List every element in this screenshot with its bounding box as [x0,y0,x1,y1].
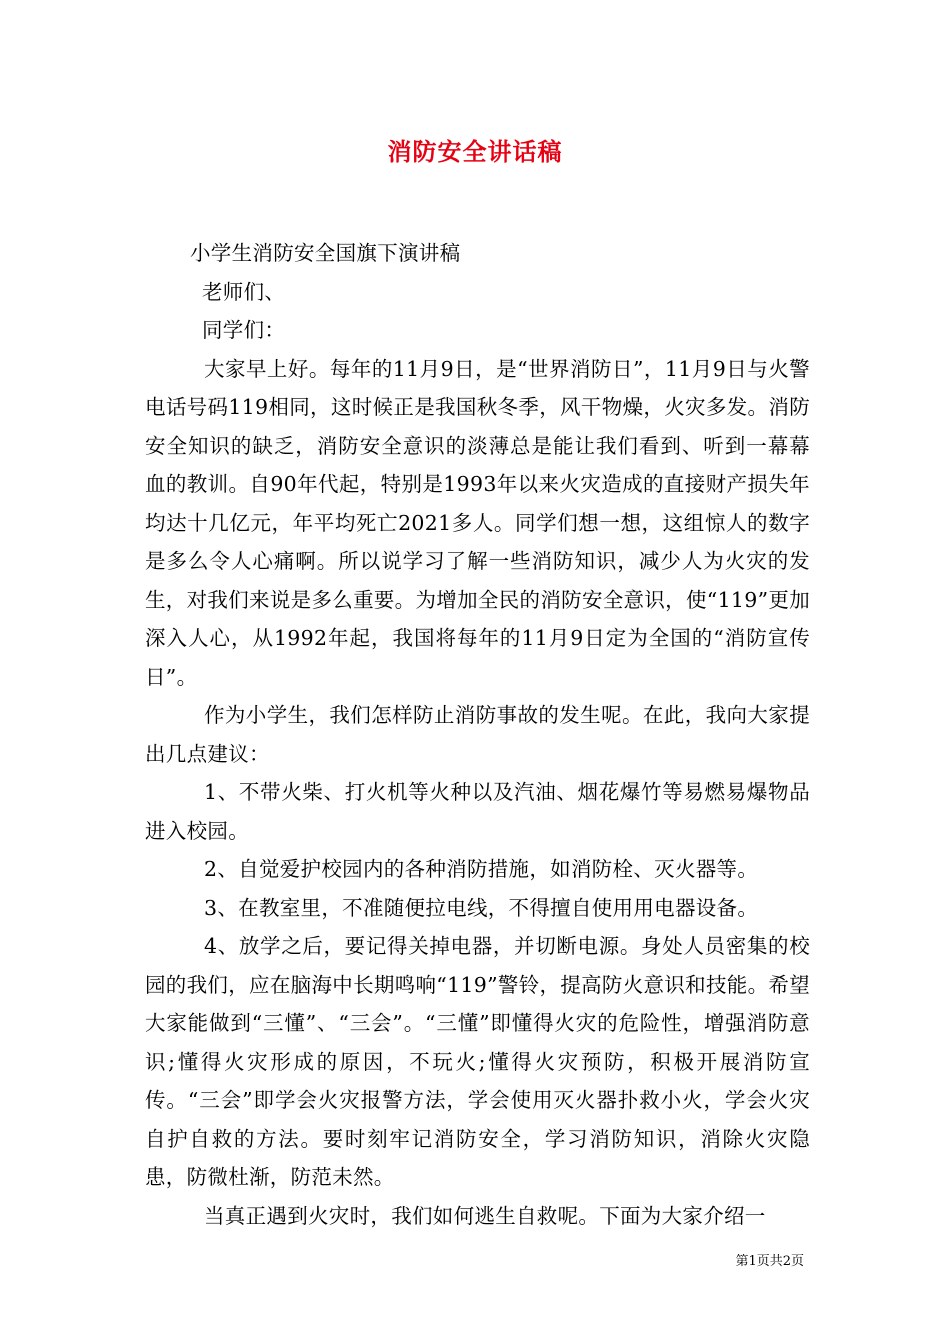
page-number: 第1页共2页 [735,1254,804,1269]
speech-heading: 小学生消防安全国旗下演讲稿 [190,241,461,265]
suggestion-item-3: 3、在教室里，不准随便拉电线，不得擅自使用用电器设备。 [204,895,759,920]
salutation-students: 同学们： [202,318,286,342]
document-body [145,234,810,1235]
paragraph-suggestions: 作为小学生，我们怎样防止消防事故的发生呢。在此，我向大家提出几点建议： [145,703,810,766]
suggestion-item-1: 1、不带火柴、打火机等火种以及汽油、烟花爆竹等易燃易爆物品进入校园。 [145,780,810,843]
suggestion-item-2: 2、自觉爱护校园内的各种消防措施，如消防栓、灭火器等。 [204,857,759,881]
document-title: 消防安全讲话稿 [387,137,563,166]
paragraph-escape: 当真正遇到火灾时，我们如何逃生自救呢。下面为大家介绍一 [204,1203,766,1228]
paragraph-intro: 大家早上好。每年的11月9日，是“世界消防日”，11月9日与火警电话号码119相同，这时候正是我国秋冬季，风干物燥，火灾多发。消防安全知识的缺乏，消防安全意识的淡薄总是能让我们看到、听到一幕幕血的教训。自90年代起，特别是1993年以来火灾造成的直接财产损失年均达十几亿元，年平均死亡2021多人。同学们想一想，这组惊人的数字是多么令人心痛啊。所以说学习了解一些消防知识，减少人为火灾的发生，对我们来说是多么重要。为增加全民的消防安全意识，使“119”更加深入人心，从1992年起，我国将每年的11月9日定为全国的“消防宣传日”。 [145,356,810,689]
suggestion-item-4: 4、放学之后，要记得关掉电器，并切断电源。身处人员密集的校园的我们，应在脑海中长期鸣响“119”警铃，提高防火意识和技能。希望大家能做到“三懂”、“三会”。“三懂”即懂得火灾的危险性，增强消防意识;懂得火灾形成的原因，不玩火;懂得火灾预防，积极开展消防宣传。“三会”即学会火灾报警方法，学会使用灭火器扑救小火，学会火灾自护自救的方法。要时刻牢记消防安全，学习消防知识，消除火灾隐患，防微杜渐，防范未然。 [145,934,810,1189]
salutation-teachers: 老师们、 [202,279,286,304]
